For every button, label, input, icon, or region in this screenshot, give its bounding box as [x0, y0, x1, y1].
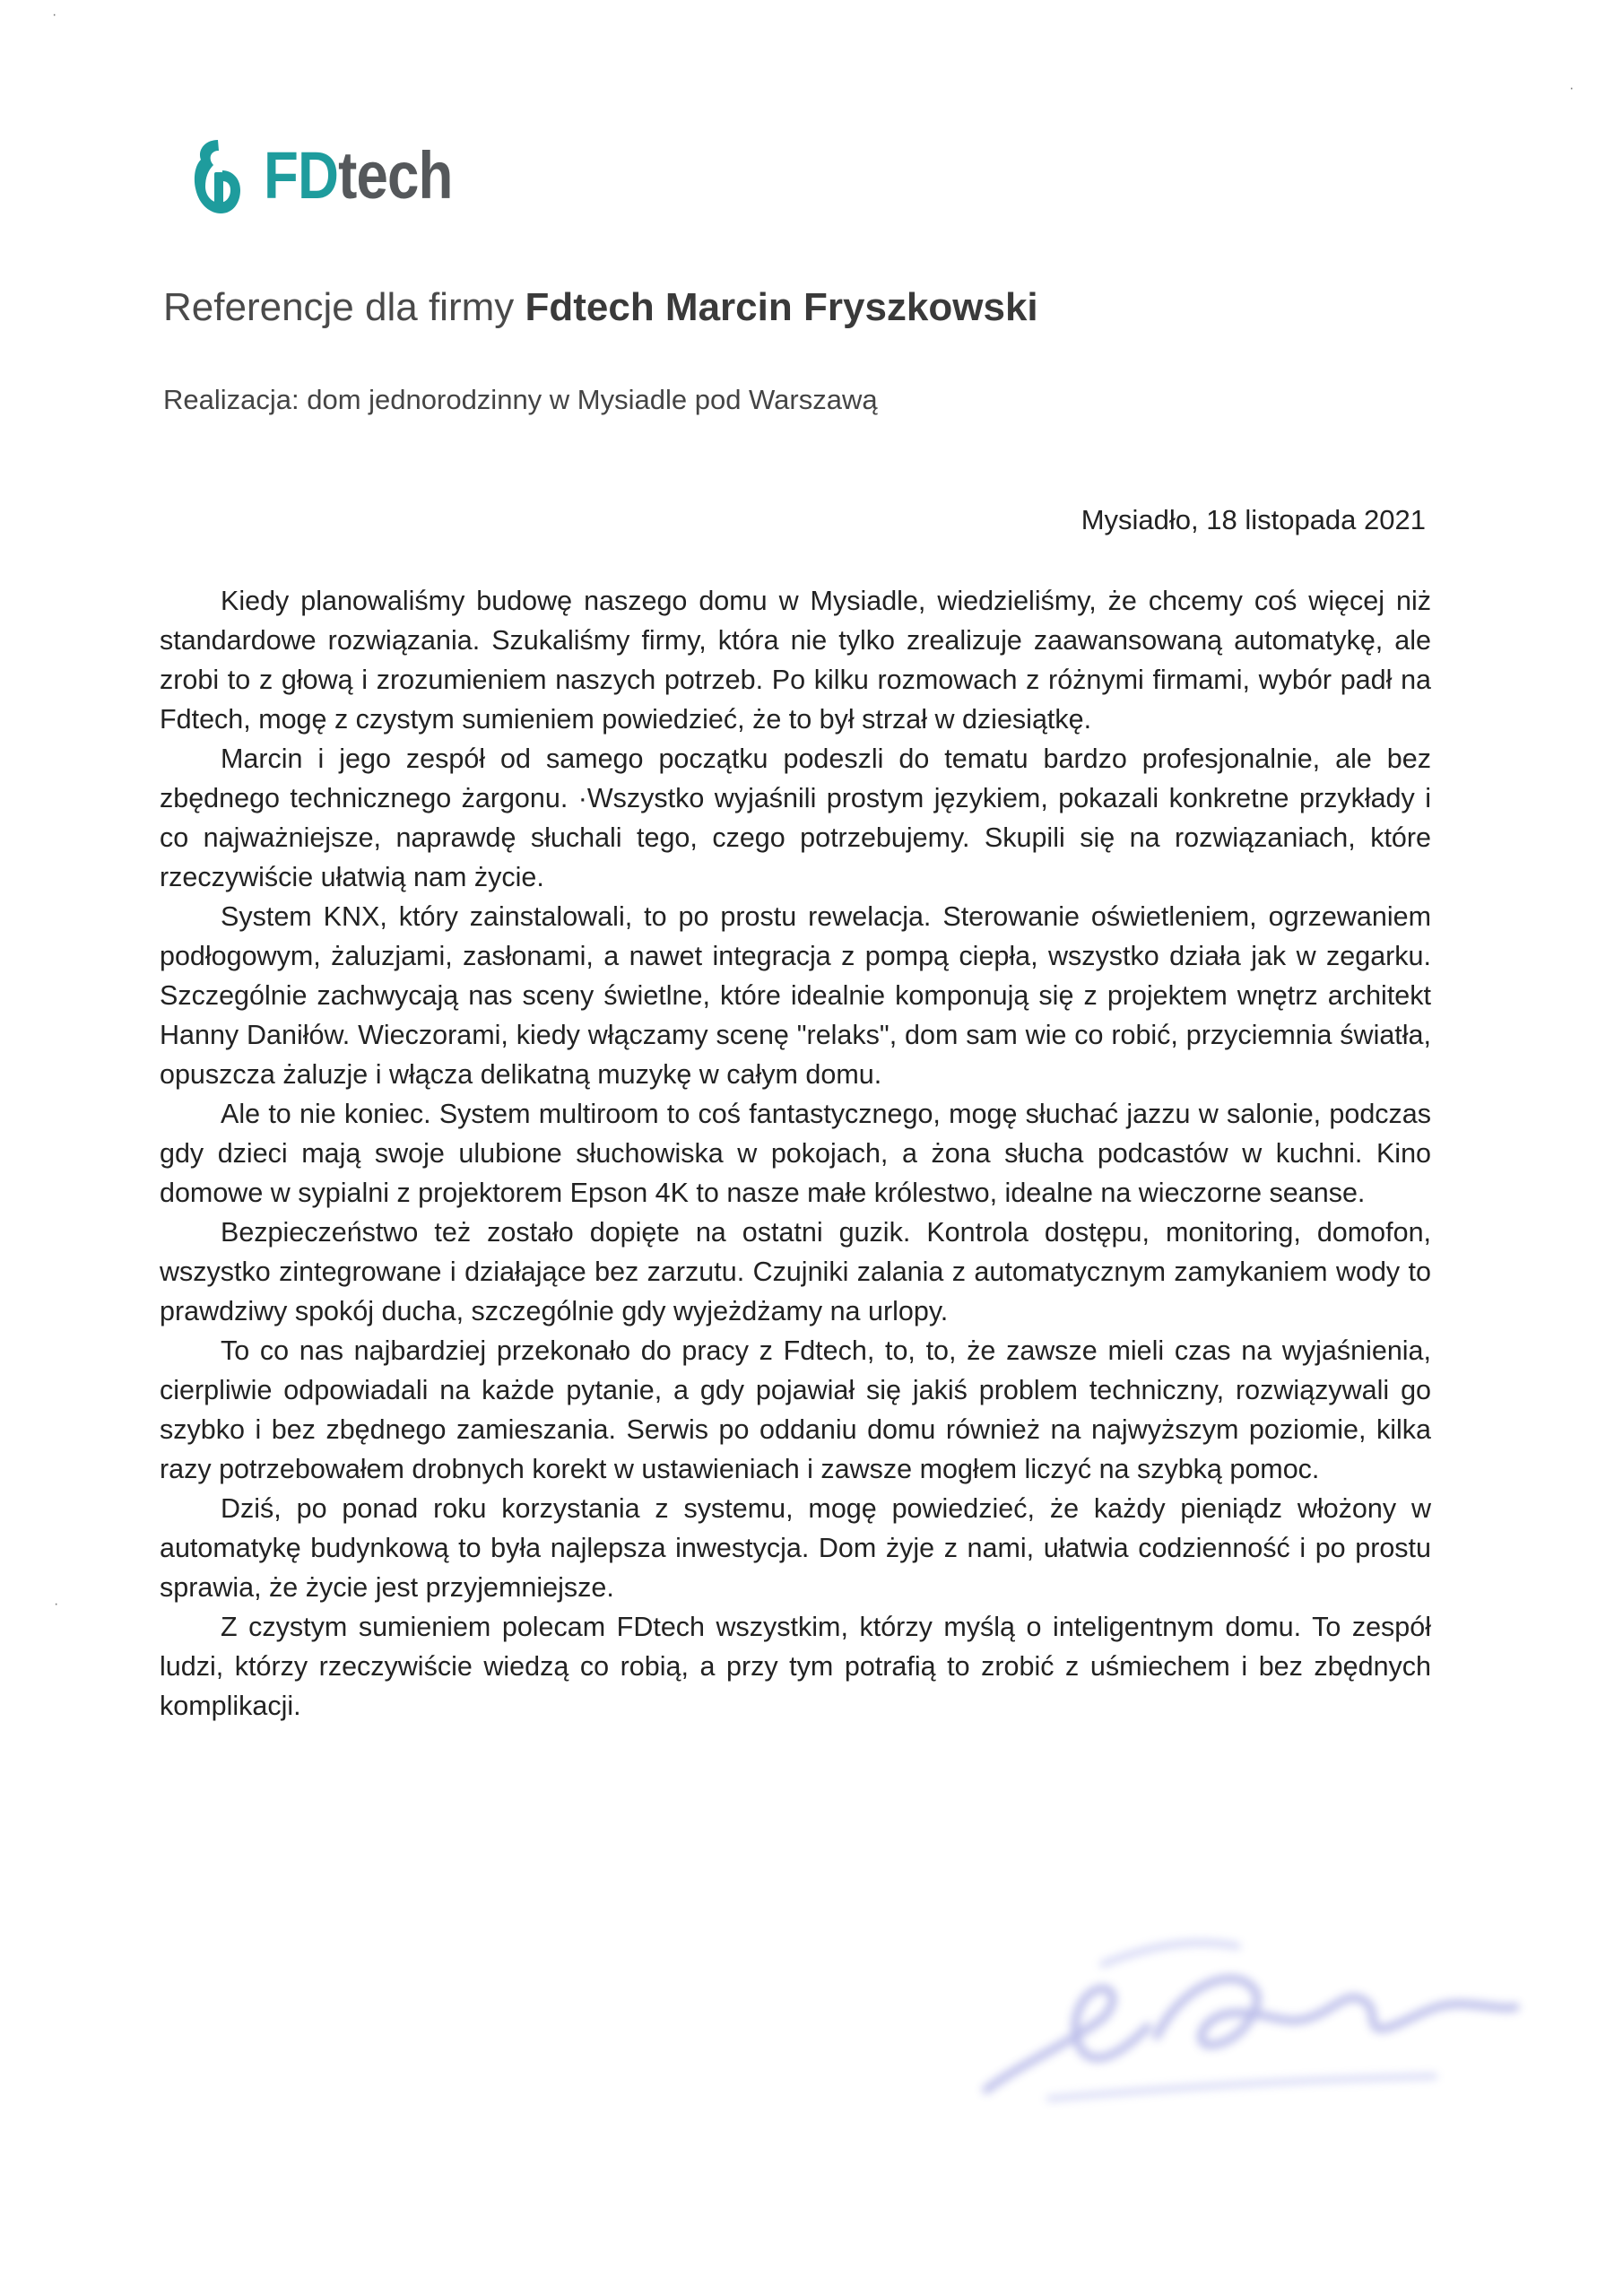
- place-and-date: Mysiadło, 18 listopada 2021: [1081, 504, 1426, 535]
- title-prefix: Referencje dla firmy: [163, 285, 525, 329]
- title-company-name: Fdtech Marcin Fryszkowski: [525, 285, 1038, 329]
- handwritten-signature: [968, 1910, 1524, 2126]
- fdtech-logo-icon: [192, 135, 244, 217]
- logo-wordmark-tech: tech: [338, 138, 453, 213]
- letter-body: [160, 581, 1431, 1726]
- logo-wordmark: [264, 138, 453, 213]
- paragraph: Ale to nie koniec. System multiroom to coś fantastycznego, mogę słuchać jazzu w salonie, podczas gdy dzieci mają swoje ulubione słuchowiska w pokojach, a żona słucha podcastów w kuchni. Kino domowe w sypialni z projektorem Epson 4K to nasze małe królestwo, idealne na wieczorne seanse.: [160, 1099, 1431, 1208]
- paragraph: System KNX, który zainstalowali, to po prostu rewelacja. Sterowanie oświetleniem, ogrzewaniem podłogowym, żaluzjami, zasłonami, a nawet integracja z pompą ciepła, wszystko działa jak w zegarku. Szczególnie zachwycają nas sceny świetlne, które idealnie komponują się z projektem wnętrz architekt Hanny Daniłów. Wieczorami, kiedy włączamy scenę "relaks", dom sam wie co robić, przyciemnia światła, opuszcza żaluzje i włącza delikatną muzykę w całym domu.: [160, 901, 1431, 1090]
- page-title: [163, 285, 1463, 330]
- scan-speck: ·: [52, 7, 57, 22]
- paragraph: To co nas najbardziej przekonało do pracy z Fdtech, to, to, że zawsze mieli czas na wyjaśnienia, cierpliwie odpowiadali na każde pytanie, a gdy pojawiał się jakiś problem techniczny, rozwiązywali go szybko i bez zbędnego zamieszania. Serwis po oddaniu domu również na najwyższym poziomie, kilka razy potrzebowałem drobnych korekt w ustawieniach i zawsze mogłem liczyć na szybką pomoc.: [160, 1335, 1431, 1484]
- logo-wordmark-fd: FD: [264, 138, 339, 213]
- company-logo: [192, 135, 483, 217]
- paragraph: Kiedy planowaliśmy budowę naszego domu w Mysiadle, wiedzieliśmy, że chcemy coś więcej niż standardowe rozwiązania. Szukaliśmy firmy, która nie tylko zrealizuje zaawansowaną automatykę, ale zrobi to z głową i zrozumieniem naszych potrzeb. Po kilku rozmowach z różnymi firmami, wybór padł na Fdtech, mogę z czystym sumieniem powiedzieć, że to był strzał w dziesiątkę.: [160, 586, 1431, 735]
- subtitle: Realizacja: dom jednorodzinny w Mysiadle pod Warszawą: [163, 384, 878, 415]
- paragraph: Dziś, po ponad roku korzystania z systemu, mogę powiedzieć, że każdy pieniądz włożony w automatykę budynkową to była najlepsza inwestycja. Dom żyje z nami, ułatwia codzienność i po prostu sprawia, że życie jest przyjemniejsze.: [160, 1493, 1431, 1603]
- paragraph: Z czystym sumieniem polecam FDtech wszystkim, którzy myślą o inteligentnym domu. To zespół ludzi, którzy rzeczywiście wiedzą co robią, a przy tym potrafią to zrobić z uśmiechem i bez zbędnych komplikacji.: [160, 1612, 1431, 1721]
- paragraph: Marcin i jego zespół od samego początku podeszli do tematu bardzo profesjonalnie, ale bez zbędnego technicznego żargonu. ·Wszystko wyjaśnili prostym językiem, pokazali konkretne przykłady i co najważniejsze, naprawdę słuchali tego, czego potrzebujemy. Skupili się na rozwiązaniach, które rzeczywiście ułatwią nam życie.: [160, 744, 1431, 892]
- scan-speck: ·: [54, 1596, 59, 1612]
- paragraph: Bezpieczeństwo też zostało dopięte na ostatni guzik. Kontrola dostępu, monitoring, domofon, wszystko zintegrowane i działające bez zarzutu. Czujniki zalania z automatycznym zamykaniem wody to prawdziwy spokój ducha, szczególnie gdy wyjeżdżamy na urlopy.: [160, 1217, 1431, 1326]
- scan-speck: ·: [1569, 81, 1575, 96]
